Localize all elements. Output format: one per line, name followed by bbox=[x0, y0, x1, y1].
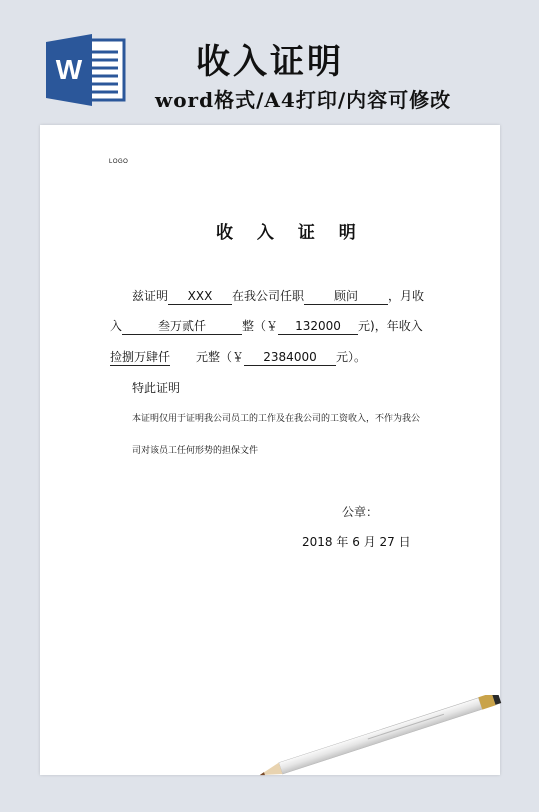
para1-prefix: 兹证明 bbox=[132, 289, 169, 303]
monthly-amount-number: 132000 bbox=[278, 319, 358, 335]
para2-prefix: 入 bbox=[110, 319, 123, 333]
header-subtitle: word格式/A4打印/内容可修改 bbox=[155, 88, 452, 112]
header-title: 收入证明 bbox=[196, 42, 344, 82]
date-year: 2018 bbox=[302, 535, 333, 549]
note-line-2: 司对该员工任何形势的担保文件 bbox=[132, 446, 259, 456]
para3-suffix: 元）。 bbox=[336, 350, 367, 364]
issue-date bbox=[302, 533, 411, 550]
note-line-1: 本证明仅用于证明我公司员工的工作及在我公司的工资收入，不作为我公 bbox=[132, 414, 421, 424]
seal-label: 公章： bbox=[342, 505, 379, 519]
document-page bbox=[40, 125, 500, 775]
date-month-unit: 月 bbox=[363, 535, 376, 549]
paragraph-line-3 bbox=[110, 348, 366, 366]
monthly-amount-words: 叁万贰仟 bbox=[122, 319, 242, 335]
annual-amount-words: 捡捌万肆仟 bbox=[110, 350, 171, 364]
para2-suffix: 元)，年收入 bbox=[358, 319, 423, 333]
para2-mid: 整（￥ bbox=[242, 319, 279, 333]
logo-placeholder: LOGO bbox=[109, 159, 129, 165]
date-day-unit: 日 bbox=[398, 535, 411, 549]
employee-name: XXX bbox=[168, 289, 232, 305]
paragraph-line-2 bbox=[110, 317, 423, 335]
word-doc-icon bbox=[44, 34, 128, 106]
date-month: 6 bbox=[352, 535, 360, 549]
date-year-unit: 年 bbox=[336, 535, 349, 549]
hereby-text: 特此证明 bbox=[132, 381, 181, 395]
document-title: 收 入 证 明 bbox=[216, 223, 365, 243]
annual-amount-number: 2384000 bbox=[244, 350, 336, 366]
para1-suffix: ，月收 bbox=[388, 289, 425, 303]
para3-mid: 元整（￥ bbox=[196, 350, 245, 364]
word-icon-letter: W bbox=[55, 54, 83, 85]
employee-position: 顾问 bbox=[304, 289, 388, 305]
paragraph-line-1 bbox=[132, 287, 424, 305]
date-day: 27 bbox=[379, 535, 395, 549]
para1-mid: 在我公司任职 bbox=[232, 289, 305, 303]
pencil-icon bbox=[240, 695, 505, 790]
